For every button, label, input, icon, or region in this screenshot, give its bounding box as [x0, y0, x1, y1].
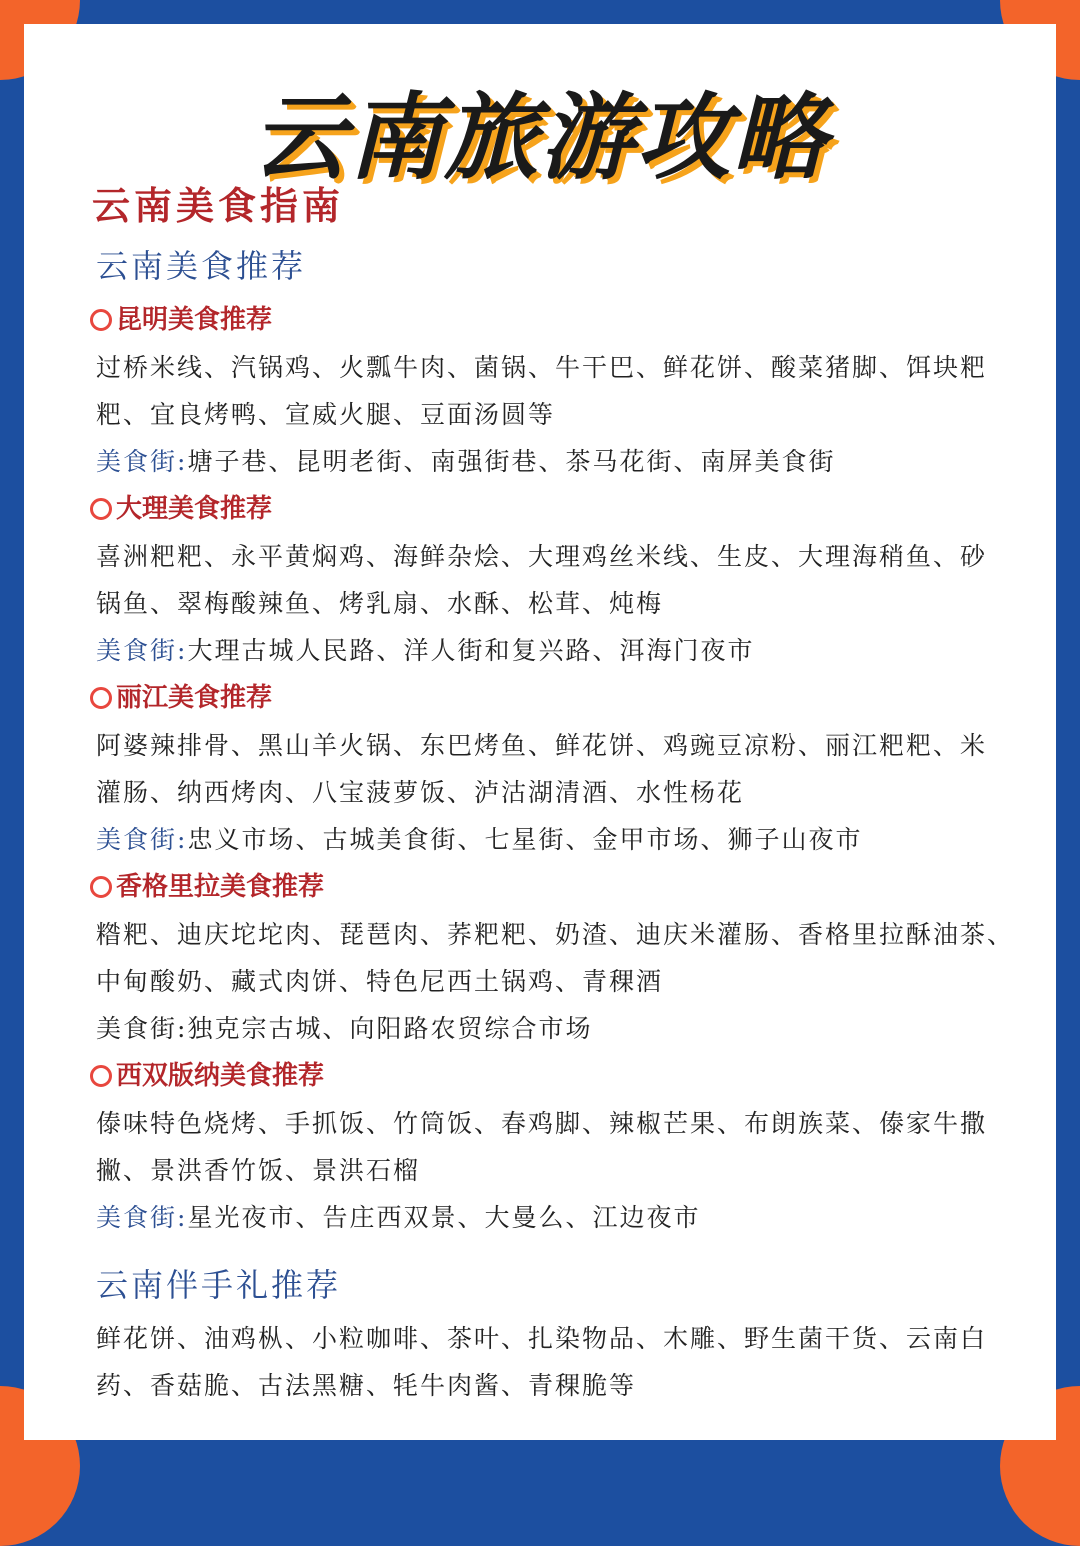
circle-bullet-icon	[90, 498, 112, 520]
food-list-line: 中甸酸奶、藏式肉饼、特色尼西土锅鸡、青稞酒	[96, 967, 664, 996]
food-list-line: 喜洲粑粑、永平黄焖鸡、海鲜杂烩、大理鸡丝米线、生皮、大理海稍鱼、砂	[96, 542, 988, 571]
city-heading-text: 昆明美食推荐	[116, 305, 273, 335]
circle-bullet-icon	[90, 876, 112, 898]
article-body	[92, 176, 1016, 1409]
food-street-label: 美食街:	[96, 1014, 188, 1043]
food-list-line: 过桥米线、汽锅鸡、火瓢牛肉、菌锅、牛干巴、鲜花饼、酸菜猪脚、饵块粑	[96, 353, 988, 382]
food-street-list: 独克宗古城、向阳路农贸综合市场	[187, 1014, 593, 1043]
circle-bullet-icon	[90, 309, 112, 331]
souvenir-list-line: 药、香菇脆、古法黑糖、牦牛肉酱、青稞脆等	[96, 1371, 637, 1400]
food-list-line: 锅鱼、翠梅酸辣鱼、烤乳扇、水酥、松茸、炖梅	[96, 589, 664, 618]
souvenir-list-line: 鲜花饼、油鸡枞、小粒咖啡、茶叶、扎染物品、木雕、野生菌干货、云南白	[96, 1324, 988, 1353]
subsection-heading-food: 云南美食推荐	[96, 247, 307, 285]
food-street-list: 星光夜市、告庄西双景、大曼么、江边夜市	[187, 1203, 701, 1232]
food-street-label: 美食街:	[96, 825, 188, 854]
food-street-list: 塘子巷、昆明老街、南强街巷、茶马花街、南屏美食街	[187, 447, 836, 476]
city-heading-text: 丽江美食推荐	[116, 683, 273, 713]
food-street-line	[96, 1005, 1016, 1052]
city-heading	[90, 1052, 1016, 1100]
circle-bullet-icon	[90, 687, 112, 709]
food-street-line	[96, 627, 1016, 674]
food-list-line: 糌粑、迪庆坨坨肉、琵琶肉、荞粑粑、奶渣、迪庆米灌肠、香格里拉酥油茶、	[96, 920, 1015, 949]
food-street-label: 美食街:	[96, 636, 188, 665]
food-list-line: 阿婆辣排骨、黑山羊火锅、东巴烤鱼、鲜花饼、鸡豌豆凉粉、丽江粑粑、米	[96, 731, 988, 760]
circle-bullet-icon	[90, 1065, 112, 1087]
city-heading-text: 大理美食推荐	[116, 494, 273, 524]
food-street-label: 美食街:	[96, 1203, 188, 1232]
city-heading	[90, 674, 1016, 722]
food-street-line	[96, 1194, 1016, 1241]
subsection-heading-souvenir: 云南伴手礼推荐	[96, 1266, 342, 1304]
page-title: 云南旅游攻略	[251, 84, 828, 193]
content-card	[24, 24, 1056, 1440]
city-heading	[90, 485, 1016, 533]
city-heading	[90, 863, 1016, 911]
food-list-line: 粑、宜良烤鸭、宣威火腿、豆面汤圆等	[96, 400, 556, 429]
food-list-line: 傣味特色烧烤、手抓饭、竹筒饭、春鸡脚、辣椒芒果、布朗族菜、傣家牛撒	[96, 1109, 988, 1138]
city-heading-text: 西双版纳美食推荐	[116, 1061, 325, 1091]
city-heading-text: 香格里拉美食推荐	[116, 872, 325, 902]
food-street-list: 大理古城人民路、洋人街和复兴路、洱海门夜市	[187, 636, 755, 665]
food-list-line: 撇、景洪香竹饭、景洪石榴	[96, 1156, 421, 1185]
spacer	[96, 1241, 1016, 1255]
food-street-line	[96, 438, 1016, 485]
food-street-list: 忠义市场、古城美食街、七星街、金甲市场、狮子山夜市	[187, 825, 863, 854]
food-list-line: 灌肠、纳西烤肉、八宝菠萝饭、泸沽湖清酒、水性杨花	[96, 778, 745, 807]
food-street-line	[96, 816, 1016, 863]
food-street-label: 美食街:	[96, 447, 188, 476]
section-heading-food-guide: 云南美食指南	[92, 183, 345, 228]
city-heading	[90, 296, 1016, 344]
